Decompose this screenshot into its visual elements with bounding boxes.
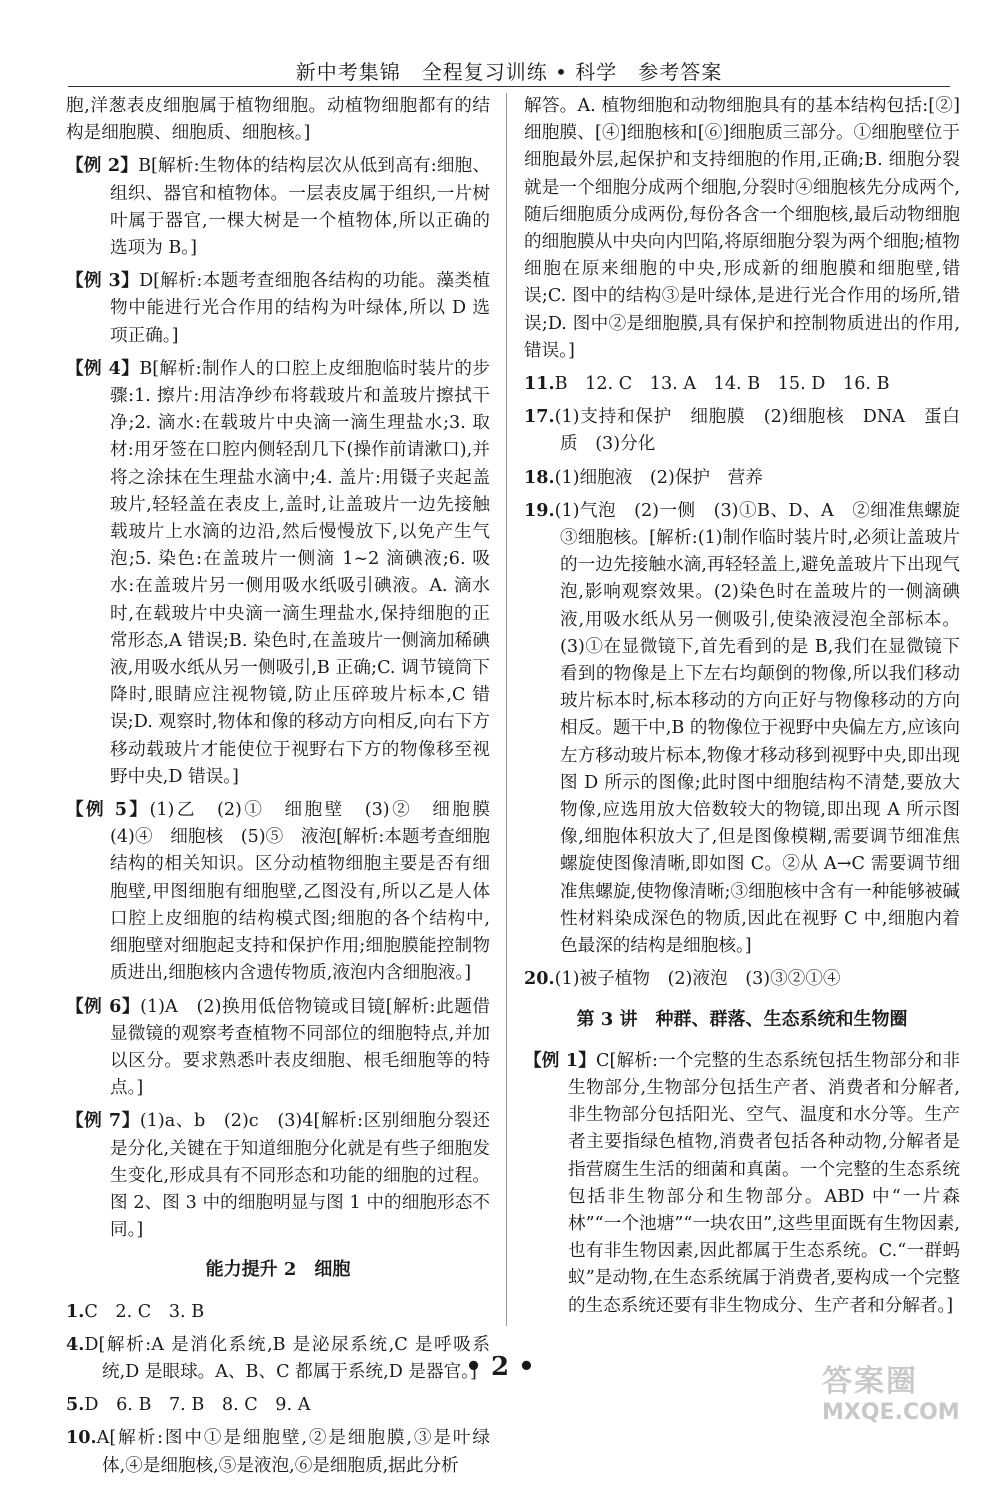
example-item: [524, 1047, 960, 1320]
page-number: • 2 •: [465, 1352, 535, 1382]
item-label: 10.: [66, 1427, 97, 1449]
item-text: C 2. C 3. B: [84, 1301, 205, 1322]
answer-item: [66, 1391, 490, 1419]
watermark-symbol: 答案圈: [822, 1364, 918, 1399]
item-label: 【例 3】: [66, 270, 140, 292]
item-text: (1)乙 (2)① 细胞壁 (3)② 细胞膜 (4)④ 细胞核 (5)⑤ 液泡[解析:本题考查细胞结构的相关知识。区分动植物细胞主要是否有细胞壁,甲图细胞有细胞壁,乙图没有,所以乙是人体口腔上皮细胞的结构模式图;细胞的各个结构中,细胞壁对细胞起支持和保护作用;细胞膜能控制物质进出,细胞核内含遗传物质,液泡内含细胞液。]: [110, 800, 508, 984]
answer-item: [524, 93, 960, 365]
header-rule: [68, 86, 950, 87]
example-item: [66, 267, 490, 350]
example-item: [66, 152, 490, 262]
item-label: 1.: [66, 1300, 85, 1322]
example-item: [66, 93, 490, 147]
item-text: D[解析:A 是消化系统,B 是泌尿系统,C 是呼吸系统,D 是眼球。A、B、C 都属于系统,D 是器官。]: [84, 1334, 490, 1382]
example-item: [66, 355, 490, 791]
item-label: 11.: [524, 373, 555, 395]
item-text: (1)a、b (2)c (3)4[解析:区别细胞分裂还是分化,关键在于知道细胞分化就是有些子细胞发生变化,形成具有不同形态和功能的细胞的过程。图 2、图 3 中的细胞明显与图 1 中的细胞形态不同。]: [110, 1111, 490, 1241]
item-label: 【例 1】: [524, 1049, 597, 1071]
answer-item: [524, 370, 960, 398]
item-label: 【例 2】: [66, 155, 139, 177]
watermark-url: MXQE.COM: [822, 1400, 960, 1425]
left-answers: [66, 1298, 490, 1480]
item-text: (1)A (2)换用低倍物镜或目镜[解析:此题借显微镜的观察考查植物不同部位的细胞特点,并加以区分。要求熟悉叶表皮细胞、根毛细胞等的特点。]: [110, 996, 490, 1099]
example-item: [66, 1107, 490, 1244]
item-label: 【例 7】: [66, 1110, 140, 1132]
example-item: [66, 993, 490, 1103]
example-item: [66, 796, 508, 987]
left-column: [66, 93, 508, 1485]
right-entries: [524, 93, 978, 994]
item-text: (1)支持和保护 细胞膜 (2)细胞核 DNA 蛋白质 (3)分化: [554, 407, 960, 455]
item-label: 19.: [524, 499, 555, 521]
item-text: B 12. C 13. A 14. B 15. D 16. B: [554, 374, 890, 395]
item-text: A[解析:图中①是细胞壁,②是细胞膜,③是叶绿体,④是细胞核,⑤是液泡,⑥是细胞质,据此分析: [96, 1428, 490, 1476]
item-text: D 6. B 7. B 8. C 9. A: [84, 1395, 311, 1416]
item-label: 20.: [524, 968, 555, 990]
item-text: (1)被子植物 (2)液泡 (3)③②①④: [554, 969, 841, 990]
item-text: B[解析:制作人的口腔上皮细胞临时装片的步骤:1. 擦片:用洁净纱布将载玻片和盖玻片擦拭干净;2. 滴水:在载玻片中央滴一滴生理盐水;3. 取材:用牙签在口腔内侧轻刮几下(操作前请漱口),并将之涂抹在生理盐水滴中;4. 盖片:用镊子夹起盖玻片,轻轻盖在表皮上,盖时,让盖玻片一边先接触载玻片上水滴的边沿,然后慢慢放下,以免产生气泡;5. 染色:在盖玻片一侧滴 1~2 滴碘液;6. 吸水:在盖玻片另一侧用吸水纸吸引碘液。A. 滴水时,在载玻片中央滴一滴生理盐水,保持细胞的正常形态,A 错误;B. 染色时,在盖玻片一侧滴加稀碘液,用吸水纸从另一侧吸引,B 正确;C. 调节镜筒下降时,眼睛应注视物镜,防止压碎玻片标本,C 错误;D. 观察时,物体和像的移动方向相反,向右下方移动载玻片才能使位于视野右下方的物像移至视野中央,D 错误。]: [110, 358, 490, 787]
answer-item: [524, 403, 960, 458]
item-label: 【例 5】: [66, 799, 150, 821]
item-text: B[解析:生物体的结构层次从低到高有:细胞、组织、器官和植物体。一层表皮属于组织,一片树叶属于器官,一棵大树是一个植物体,所以正确的选项为 B。]: [110, 156, 491, 259]
column-divider: [506, 93, 507, 1326]
page-header: 新中考集锦 全程复习训练 • 科学 参考答案: [295, 60, 723, 84]
item-text: (1)细胞液 (2)保护 营养: [554, 467, 763, 488]
answer-item: [524, 965, 960, 993]
item-label: 【例 4】: [66, 357, 140, 379]
right-column: [524, 93, 978, 1325]
item-label: 18.: [524, 466, 555, 488]
item-label: 4.: [66, 1333, 85, 1355]
item-text: 解答。A. 植物细胞和动物细胞具有的基本结构包括:[②]细胞膜、[④]细胞核和[⑥]细胞质三部分。①细胞壁位于细胞最外层,起保护和支持细胞的作用,正确;B. 细胞分裂就是一个细胞分成两个细胞,分裂时④细胞核先分成两个,随后细胞质分成两份,每份各含一个细胞核,最后动物细胞的细胞膜从中央向内凹陷,将原细胞分裂为两个细胞;植物细胞在原来细胞的中央,形成新的细胞膜和细胞壁,错误;C. 图中的结构③是叶绿体,是进行光合作用的场所,错误;D. 图中②是细胞膜,具有保护和控制物质进出的作用,错误。]: [524, 96, 960, 361]
item-label: 5.: [66, 1394, 85, 1416]
answer-item: [524, 497, 978, 960]
item-label: 17.: [524, 406, 555, 428]
item-label: 【例 6】: [66, 995, 141, 1017]
watermark-logo: [822, 1356, 984, 1425]
item-text: 胞,洋葱表皮细胞属于植物细胞。动植物细胞都有的结构是细胞膜、细胞质、细胞核。]: [66, 96, 490, 144]
answer-item: [66, 1298, 490, 1326]
answer-item: [524, 464, 960, 492]
section-title-ability: 能力提升 2 细胞: [205, 1259, 351, 1281]
item-text: C[解析:一个完整的生态系统包括生物部分和非生物部分,生物部分包括生产者、消费者和分解者,非生物部分包括阳光、空气、温度和水分等。生产者主要指绿色植物,消费者包括各种动物,分解者是指营腐生生活的细菌和真菌。一个完整的生态系统包括非生物部分和生物部分。ABD 中“一片森林”“一个池塘”“一块农田”,这些里面既有生物因素,也有非生物因素,因此都属于生态系统。C.“一群蚂蚁”是动物,在生态系统属于消费者,要构成一个完整的生态系统还要有非生物成分、生产者和分解者。]: [568, 1050, 960, 1316]
left-entries: [66, 93, 508, 1244]
right-examples: [524, 1047, 960, 1320]
section-title-lecture-3: 第 3 讲 种群、群落、生态系统和生物圈: [576, 1008, 908, 1030]
item-text: (1)气泡 (2)一侧 (3)①B、D、A ②细准焦螺旋 ③细胞核。[解析:(1)制作临时装片时,必须让盖玻片的一边先接触水滴,再轻轻盖上,避免盖玻片下出现气泡,影响观察效果。(2)染色时在盖玻片的一侧滴碘液,用吸水纸从另一侧吸引,使染液浸泡全部标本。(3)①在显微镜下,首先看到的是 B,我们在显微镜下看到的物像是上下左右均颠倒的物像,所以我们移动玻片标本时,标本移动的方向正好与物像移动的方向相反。题干中,B 的物像位于视野中央偏左方,应该向左方移动玻片标本,物像才移动移到视野中央,即出现图 D 所示的图像;此时图中细胞结构不清楚,要放大物像,应选用放大倍数较大的物镜,即出现 A 所示图像,细胞体积放大了,但是图像模糊,需要调节细准焦螺旋使图像清晰,即如图 C。②从 A→C 需要调节细准焦螺旋,使物像清晰;③细胞核中含有一种能够被碱性材料染成深色的物质,因此在视野 C 中,细胞内着色最深的结构是细胞核。]: [554, 500, 978, 957]
item-text: D[解析:本题考查细胞各结构的功能。藻类植物中能进行光合作用的结构为叶绿体,所以 D 选项正确。]: [110, 271, 490, 346]
